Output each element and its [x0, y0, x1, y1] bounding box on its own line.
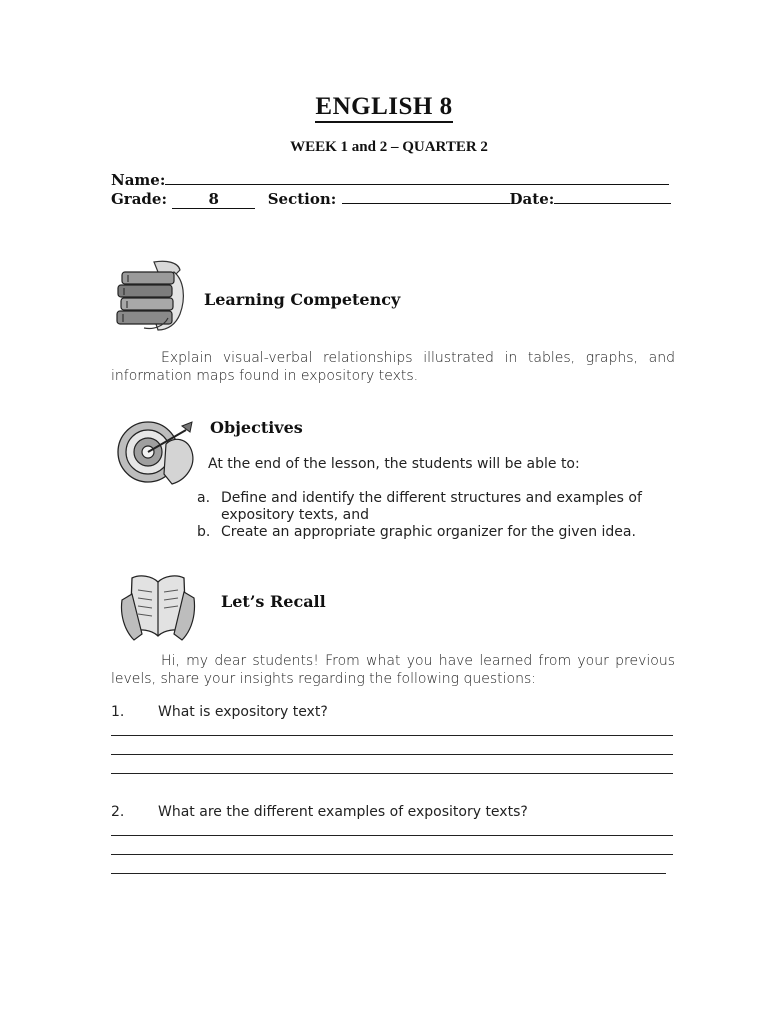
objectives-heading: Objectives — [210, 418, 303, 437]
grade-row — [111, 189, 671, 209]
grade-field[interactable]: 8 — [172, 190, 255, 209]
answer-line[interactable] — [111, 754, 673, 755]
page-title: ENGLISH 8 — [0, 93, 768, 121]
question-2: 2. What are the different examples of expository texts? — [111, 804, 528, 820]
date-field[interactable] — [554, 189, 671, 204]
grade-label: Grade: — [111, 190, 168, 208]
learning-competency-text: Explain visual-verbal relationships illustrated in tables, graphs, and information maps found in expository texts. — [111, 350, 675, 384]
name-row — [111, 170, 669, 189]
books-icon — [114, 258, 190, 334]
objective-item-a: a. Define and identify the different structures and examples of expository texts, and — [197, 490, 642, 523]
answer-line[interactable] — [111, 773, 673, 774]
name-label: Name: — [111, 171, 166, 189]
name-field[interactable] — [165, 170, 669, 185]
section-label: Section: — [267, 190, 337, 208]
question-1: 1. What is expository text? — [111, 704, 328, 720]
lets-recall-text: Hi, my dear students! From what you have learned from your previous levels, share your insights regarding the following questions: — [111, 653, 675, 687]
answer-line[interactable] — [111, 873, 666, 874]
target-dart-icon — [116, 418, 200, 492]
learning-competency-heading: Learning Competency — [204, 290, 401, 309]
page-subtitle: WEEK 1 and 2 – QUARTER 2 — [290, 139, 488, 155]
section-field[interactable] — [342, 189, 510, 204]
objectives-intro: At the end of the lesson, the students will be able to: — [208, 456, 580, 472]
answer-line[interactable] — [111, 835, 673, 836]
objective-item-b: b. Create an appropriate graphic organizer for the given idea. — [197, 524, 636, 540]
answer-line[interactable] — [111, 735, 673, 736]
answer-line[interactable] — [111, 854, 673, 855]
date-label: Date: — [509, 190, 555, 208]
open-book-icon — [118, 570, 198, 644]
lets-recall-heading: Let’s Recall — [221, 592, 326, 611]
